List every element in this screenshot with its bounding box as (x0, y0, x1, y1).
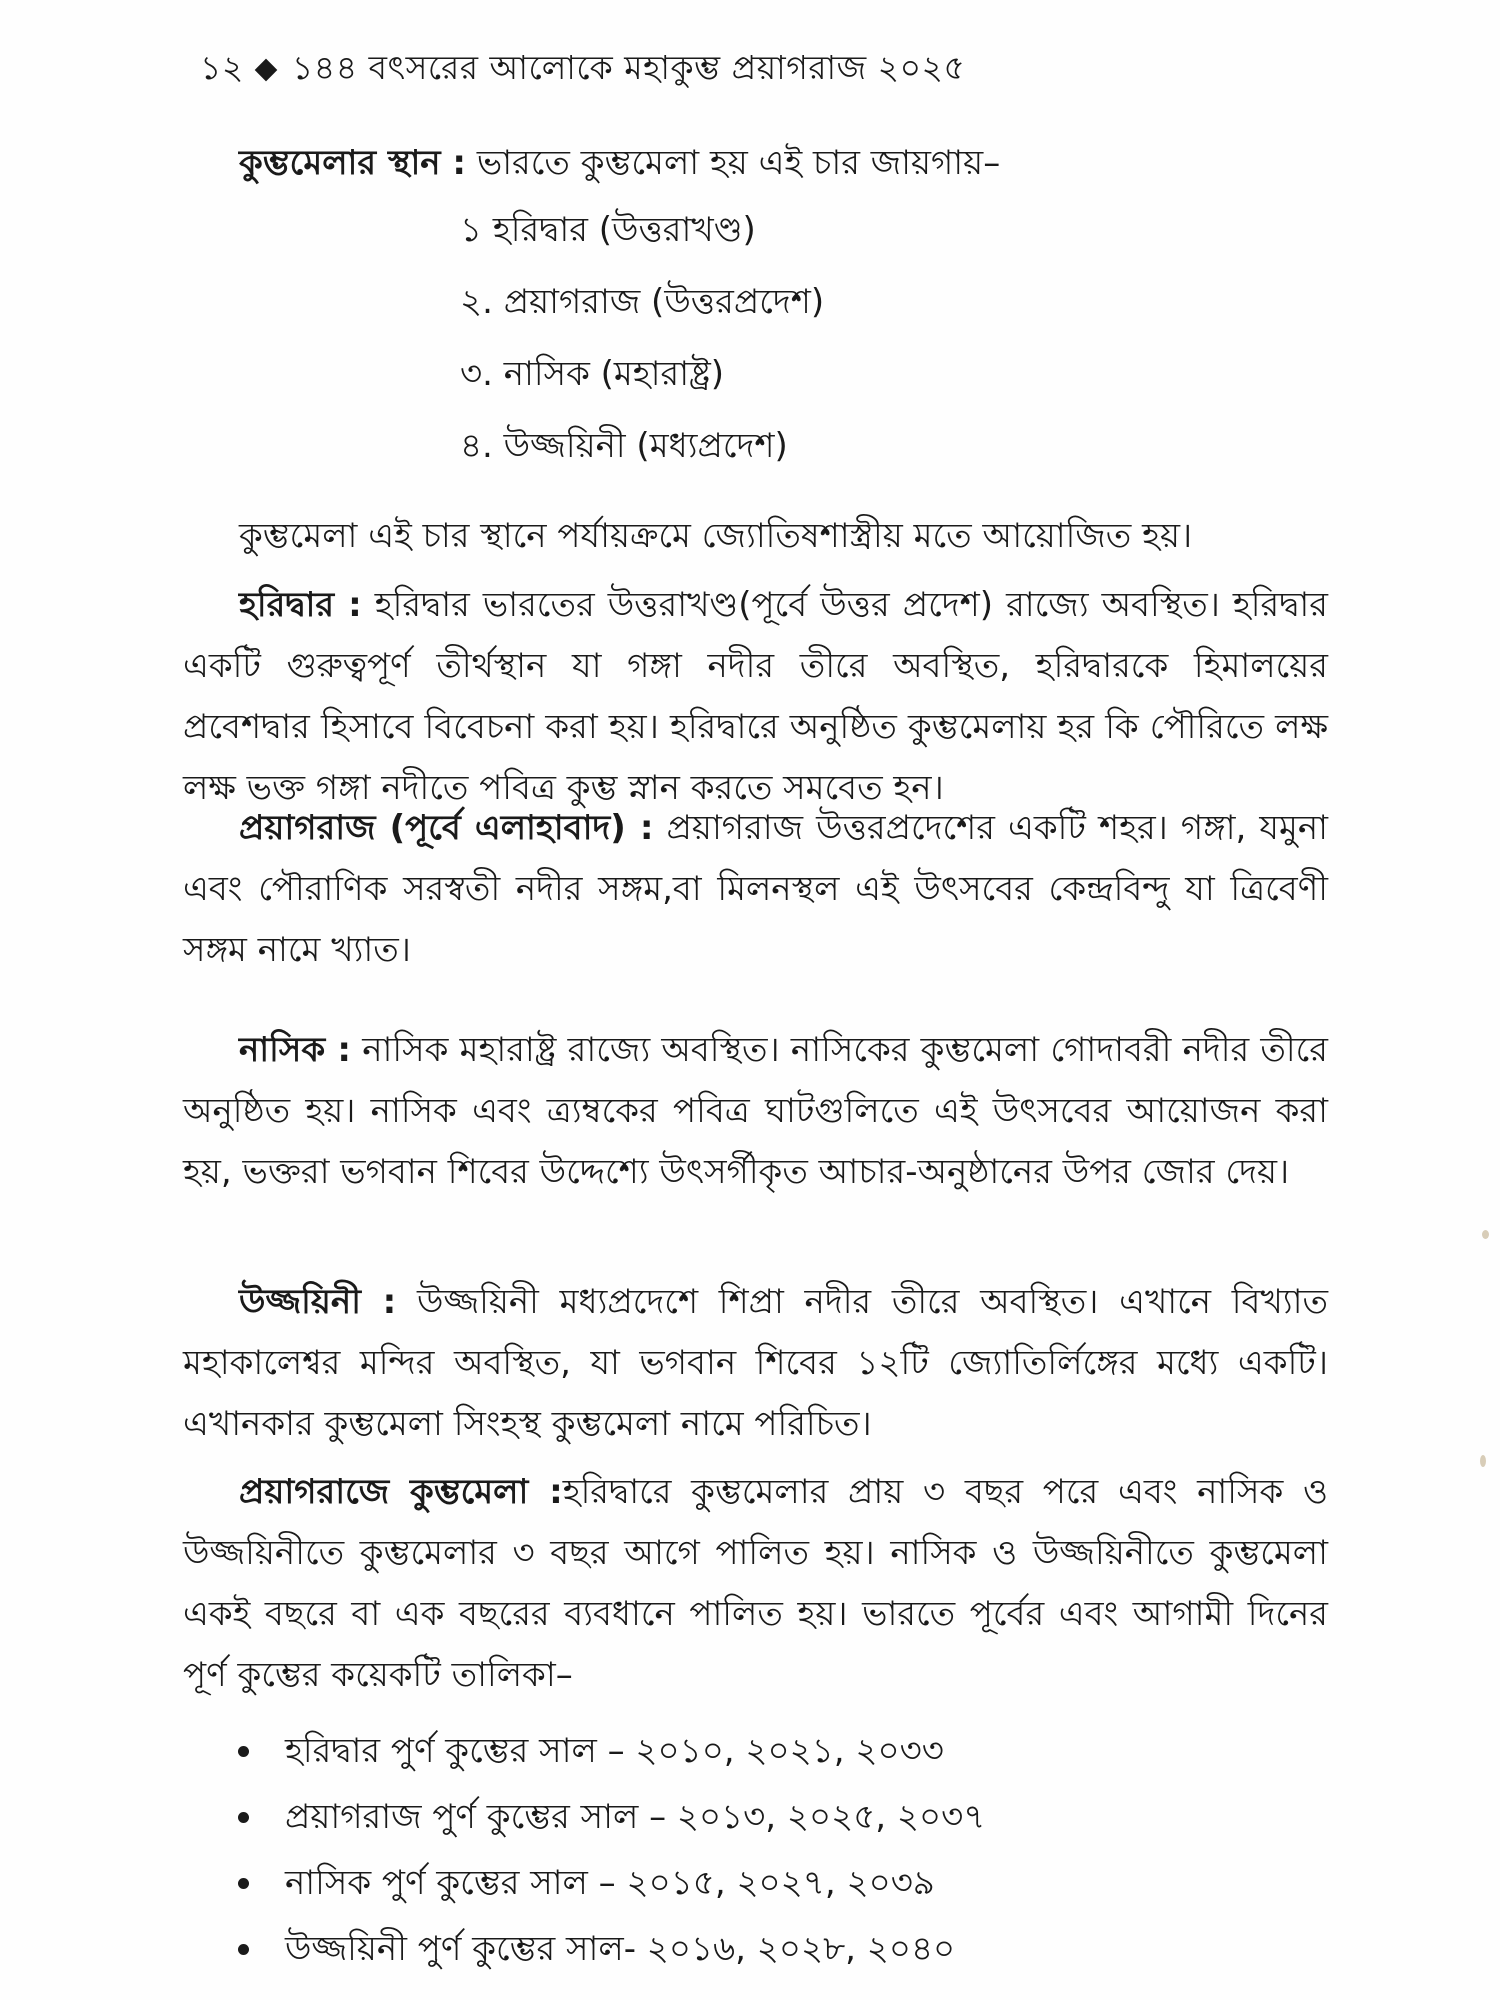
paper-speck (1480, 1455, 1486, 1467)
paragraph-text: হরিদ্বারে কুম্ভমেলার প্রায় ৩ বছর পরে এবং নাসিক ও উজ্জয়িনীতে কুম্ভমেলার ৩ বছর আগে পালিত হয়। নাসিক ও উজ্জয়িনীতে কুম্ভমেলা একই বছরে বা এক বছরের ব্যবধানে পালিত হয়। ভারতে পূর্বের এবং আগামী দিনের পূর্ণ কুম্ভের কয়েকটি তালিকা– (183, 1472, 1328, 1695)
paragraph-nashik (183, 1020, 1328, 1203)
list-item: নাসিক পুর্ণ কুম্ভের সাল – ২০১৫, ২০২৭, ২০৩৯ (238, 1850, 985, 1916)
place-item: ২. প্রয়াগরাজ (উত্তরপ্রদেশ) (460, 282, 825, 322)
section-heading: কুম্ভমেলার স্থান : (239, 143, 467, 183)
paragraph-heading: প্রয়াগরাজ (পূর্বে এলাহাবাদ) : (239, 808, 654, 848)
paragraph-text: নাসিক মহারাষ্ট্র রাজ্যে অবস্থিত। নাসিকের কুম্ভমেলা গোদাবরী নদীর তীরে অনুষ্ঠিত হয়। নাসিক এবং ত্র্যম্বকের পবিত্র ঘাটগুলিতে এই উৎসবের আয়োজন করা হয়, ভক্তরা ভগবান শিবের উদ্দেশ্যে উৎসর্গীকৃত আচার-অনুষ্ঠানের উপর জোর দেয়। (183, 1030, 1328, 1192)
paragraph-heading: প্রয়াগরাজে কুম্ভমেলা : (239, 1472, 563, 1512)
paragraph-haridwar (183, 575, 1328, 819)
place-item: ৩. নাসিক (মহারাষ্ট্র) (460, 354, 725, 394)
book-title: ১৪৪ বৎসরের আলোকে মহাকুম্ভ প্রয়াগরাজ ২০২৫ (291, 48, 966, 87)
bullet-icon (238, 1812, 249, 1823)
paragraph-text: কুম্ভমেলা এই চার স্থানে পর্যায়ক্রমে জ্যোতিষশাস্ত্রীয় মতে আয়োজিত হয়। (239, 516, 1193, 556)
paragraph-text: হরিদ্বার ভারতের উত্তরাখণ্ড(পূর্বে উত্তর প্রদেশ) রাজ্যে অবস্থিত। হরিদ্বার একটি গুরুত্বপূর্ণ তীর্থস্থান যা গঙ্গা নদীর তীরে অবস্থিত, হরিদ্বারকে হিমালয়ের প্রবেশদ্বার হিসাবে বিবেচনা করা হয়। হরিদ্বারে অনুষ্ঠিত কুম্ভমেলায় হর কি পৌরিতে লক্ষ লক্ষ ভক্ত গঙ্গা নদীতে পবিত্র কুম্ভ স্নান করতে সমবেত হন। (183, 585, 1328, 808)
bullet-icon (238, 1944, 249, 1955)
paragraph-prayagraj-kumbh (183, 1462, 1328, 1706)
paragraph-heading: নাসিক : (239, 1030, 351, 1070)
purna-kumbh-years-list (238, 1718, 985, 1982)
bullet-icon (238, 1746, 249, 1757)
diamond-separator-icon (255, 59, 278, 82)
paragraph-text: উজ্জয়িনী মধ্যপ্রদেশে শিপ্রা নদীর তীরে অবস্থিত। এখানে বিখ্যাত মহাকালেশ্বর মন্দির অবস্থিত, যা ভগবান শিবের ১২টি জ্যোতির্লিঙ্গের মধ্যে একটি। এখানকার কুম্ভমেলা সিংহস্থ কুম্ভমেলা নামে পরিচিত। (183, 1282, 1328, 1444)
intro-text: ভারতে কুম্ভমেলা হয় এই চার জায়গায়– (466, 143, 1001, 183)
list-item: হরিদ্বার পুর্ণ কুম্ভের সাল – ২০১০, ২০২১, ২০৩৩ (238, 1718, 985, 1784)
paper-speck (1482, 1230, 1489, 1239)
place-item: ১ হরিদ্বার (উত্তরাখণ্ড) (460, 210, 756, 250)
paragraph-rotation (183, 506, 1328, 567)
paragraph-prayagraj (183, 798, 1328, 981)
list-item: প্রয়াগরাজ পুর্ণ কুম্ভের সাল – ২০১৩, ২০২৫, ২০৩৭ (238, 1784, 985, 1850)
kumbh-places-list (460, 205, 824, 493)
bullet-icon (238, 1878, 249, 1889)
paragraph-text: প্রয়াগরাজ উত্তরপ্রদেশের একটি শহর। গঙ্গা, যমুনা এবং পৌরাণিক সরস্বতী নদীর সঙ্গম,বা মিলনস্থল এই উৎসবের কেন্দ্রবিন্দু যা ত্রিবেণী সঙ্গম নামে খ্যাত। (183, 808, 1328, 970)
paragraph-ujjain (183, 1272, 1328, 1455)
paragraph-heading: হরিদ্বার : (239, 585, 362, 625)
kumbh-locations-intro (239, 138, 1339, 188)
place-item: ৪. উজ্জয়িনী (মধ্যপ্রদেশ) (460, 426, 788, 466)
paragraph-heading: উজ্জয়িনী : (239, 1282, 397, 1322)
running-header (200, 42, 965, 98)
list-item: উজ্জয়িনী পুর্ণ কুম্ভের সাল- ২০১৬, ২০২৮, ২০৪০ (238, 1916, 985, 1982)
page-number: ১২ (200, 48, 244, 87)
